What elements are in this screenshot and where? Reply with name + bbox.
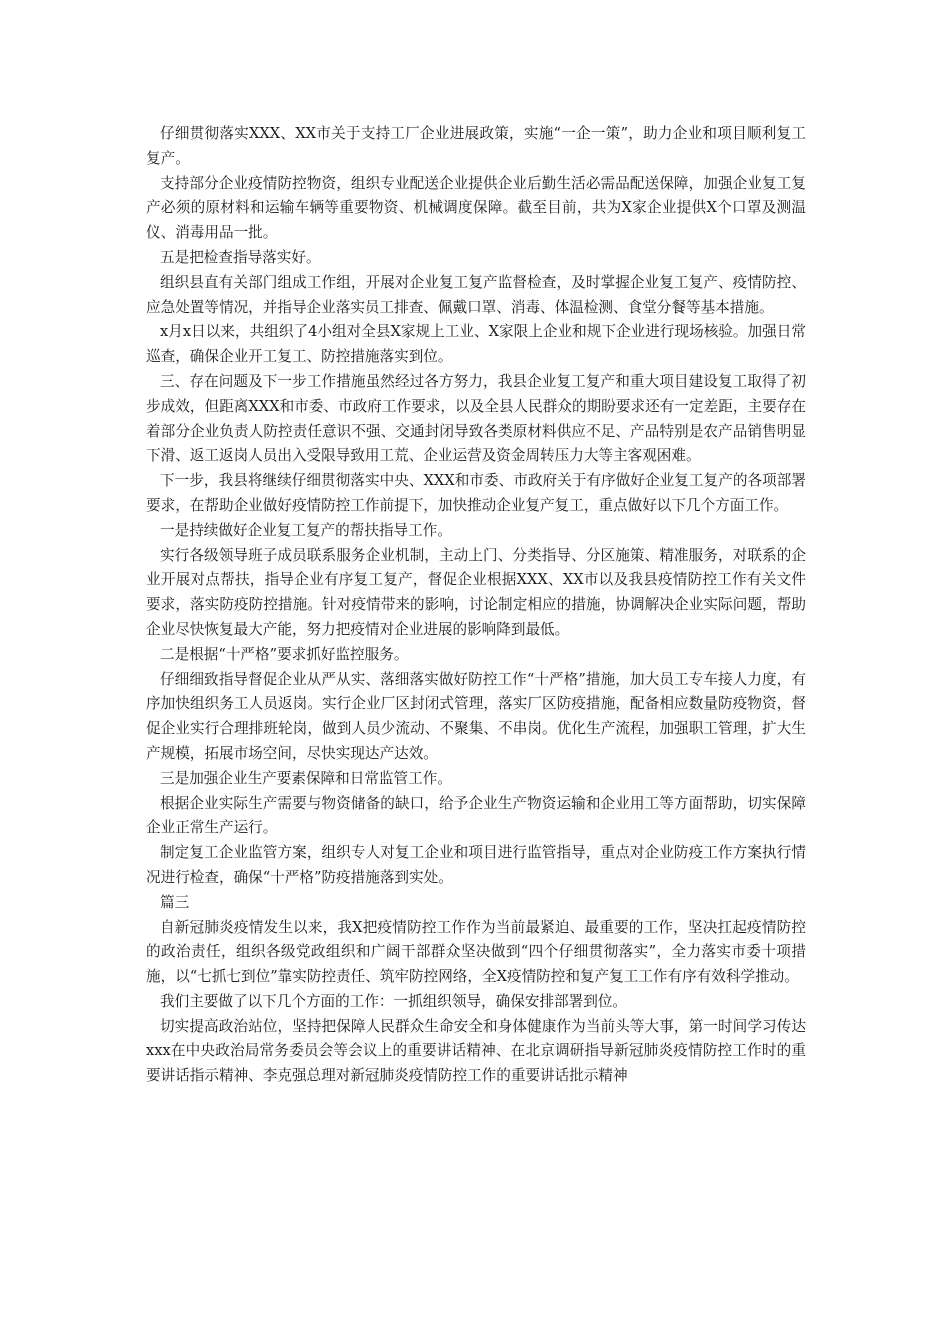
paragraph: 支持部分企业疫情防控物资，组织专业配送企业提供企业后勤生活必需品配送保障，加强企业复工复产必须的原材料和运输车辆等重要物资、机械调度保障。截至目前，共为X家企业提供X个口罩及测温仪、消毒用品一批。 bbox=[146, 174, 806, 242]
paragraph: 切实提高政治站位，坚持把保障人民群众生命安全和身体健康作为当前头等大事，第一时间学习传达xxx在中央政治局常务委员会等会议上的重要讲话精神、在北京调研指导新冠肺炎疫情防控工作时的重要讲话指示精神、李克强总理对新冠肺炎疫情防控工作的重要讲话批示精神 bbox=[146, 1017, 806, 1085]
section-heading: 篇三 bbox=[160, 893, 190, 911]
paragraph: 自新冠肺炎疫情发生以来，我X把疫情防控工作作为当前最紧迫、最重要的工作，坚决扛起疫情防控的政治责任，组织各级党政组织和广阔干部群众坚决做到“四个仔细贯彻落实”，全力落实市委十项措施，以“七抓七到位”靠实防控责任、筑牢防控网络，全X疫情防控和复产复工工作有序有效科学推动。 bbox=[146, 918, 806, 986]
paragraph: 我们主要做了以下几个方面的工作：一抓组织领导，确保安排部署到位。 bbox=[160, 992, 628, 1010]
paragraph: 五是把检查指导落实好。 bbox=[160, 248, 321, 266]
paragraph: x月x日以来，共组织了4小组对全县X家规上工业、X家限上企业和规下企业进行现场核验。加强日常巡查，确保企业开工复工、防控措施落实到位。 bbox=[146, 323, 806, 366]
paragraph: 仔细贯彻落实XXX、XX市关于支持工厂企业进展政策，实施“一企一策”，助力企业和项目顺利复工复产。 bbox=[146, 125, 806, 167]
paragraph: 仔细细致指导督促企业从严从实、落细落实做好防控工作“十严格”措施，加大员工专车接人力度，有序加快组织务工人员返岗。实行企业厂区封闭式管理，落实厂区防疫措施，配备相应数量防疫物资，督促企业实行合理排班轮岗，做到人员少流动、不聚集、不串岗。优化生产流程，加强职工管理，扩大生产规模，拓展市场空间，尽快实现达产达效。 bbox=[146, 670, 806, 762]
paragraph: 制定复工企业监管方案，组织专人对复工企业和项目进行监管指导，重点对企业防疫工作方案执行情况进行检查，确保“十严格”防疫措施落到实处。 bbox=[146, 844, 806, 886]
paragraph: 一是持续做好企业复工复产的帮扶指导工作。 bbox=[160, 521, 452, 539]
paragraph: 二是根据“十严格”要求抓好监控服务。 bbox=[160, 645, 409, 663]
paragraph: 下一步，我县将继续仔细贯彻落实中央、XXX和市委、市政府关于有序做好企业复工复产的各项部署要求，在帮助企业做好疫情防控工作前提下，加快推动企业复产复工，重点做好以下几个方面工作。 bbox=[146, 472, 806, 514]
paragraph: 三是加强企业生产要素保障和日常监管工作。 bbox=[160, 769, 452, 787]
paragraph: 三、存在问题及下一步工作措施虽然经过各方努力，我县企业复工复产和重大项目建设复工取得了初步成效，但距离XXX和市委、市政府工作要求，以及全县人民群众的期盼要求还有一定差距，主要存在着部分企业负责人防控责任意识不强、交通封闭导致各类原材料供应不足、产品特别是农产品销售明显下滑、返工返岗人员出入受限导致用工荒、企业运营及资金周转压力大等主客观困难。 bbox=[146, 372, 806, 465]
paragraph: 组织县直有关部门组成工作组，开展对企业复工复产监督检查，及时掌握企业复工复产、疫情防控、应急处置等情况，并指导企业落实员工排查、佩戴口罩、消毒、体温检测、食堂分餐等基本措施。 bbox=[146, 273, 806, 316]
paragraph: 根据企业实际生产需要与物资储备的缺口，给予企业生产物资运输和企业用工等方面帮助，切实保障企业正常生产运行。 bbox=[146, 794, 806, 837]
paragraph: 实行各级领导班子成员联系服务企业机制，主动上门、分类指导、分区施策、精准服务，对联系的企业开展对点帮扶，指导企业有序复工复产，督促企业根据XXX、XX市以及我县疫情防控工作有关文件要求，落实防疫防控措施。针对疫情带来的影响，讨论制定相应的措施，协调解决企业实际问题，帮助企业尽快恢复最大产能，努力把疫情对企业进展的影响降到最低。 bbox=[146, 546, 806, 638]
document-body bbox=[146, 122, 806, 1089]
